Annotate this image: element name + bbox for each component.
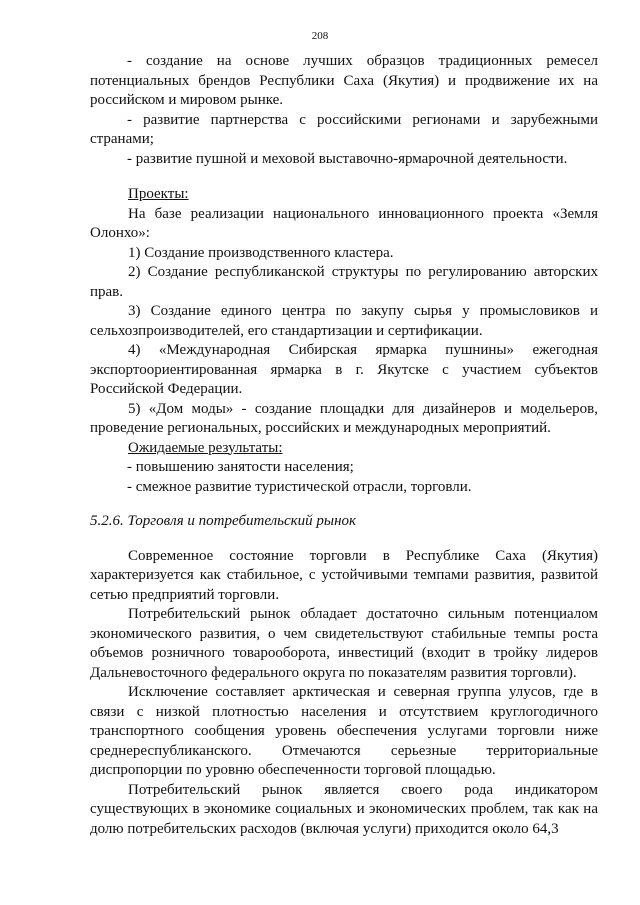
section-heading: 5.2.6. Торговля и потребительский рынок (90, 513, 357, 529)
project-item: 5) «Дом моды» - создание площадки для дизайнеров и модельеров, проведение региональных, российских и международных мероприятий. (90, 400, 598, 436)
bullet-item: - развитие пушной и меховой выставочно-ярмарочной деятельности. (127, 150, 568, 167)
page-body (90, 52, 598, 839)
project-item: 4) «Международная Сибирская ярмарка пушнины» ежегодная экспортоориентированная ярмарка в г. Якутске с участием субъектов Российской Федерации. (90, 342, 598, 397)
projects-heading: Проекты: (128, 186, 189, 202)
bullet-item: - создание на основе лучших образцов традиционных ремесел потенциальных брендов Республики Саха (Якутия) и продвижение их на российском и мировом рынке. (90, 53, 598, 108)
bullet-item: - развитие партнерства с российскими регионами и зарубежными странами; (90, 111, 598, 147)
project-item: 2) Создание республиканской структуры по регулированию авторских прав. (90, 264, 598, 300)
result-item: - повышению занятости населения; (127, 459, 354, 475)
body-paragraph: Современное состояние торговли в Республике Саха (Якутия) характеризуется как стабильное, с устойчивыми темпами развития, развитой сетью предприятий торговли. (90, 547, 598, 603)
project-item: 1) Создание производственного кластера. (128, 244, 394, 261)
body-paragraph: Потребительский рынок является своего рода индикатором существующих в экономике социальных и экономических проблем, так как на долю потребительских расходов (включая услуги) приходится около 64,3 (90, 781, 598, 837)
result-item: - смежное развитие туристической отрасли, торговли. (127, 478, 472, 495)
project-item: 3) Создание единого центра по закупу сырья у промысловиков и сельхозпроизводителей, его стандартизации и сертификации. (90, 303, 598, 339)
body-paragraph: Потребительский рынок обладает достаточно сильным потенциалом экономического развития, о чем свидетельствуют стабильные темпы роста объемов розничного товарооборота, инвестиций (входит в тройку лидеров Дальневосточного федерального округа по показателям развития торговли). (90, 606, 598, 681)
page-number: 208 (311, 30, 329, 42)
projects-intro: На базе реализации национального инновационного проекта «Земля Олонхо»: (90, 205, 598, 241)
body-paragraph: Исключение составляет арктическая и северная группа улусов, где в связи с низкой плотностью населения и отсутствием круглогодичного транспортного сообщения уровень обеспечения услугами торговли ниже среднереспубликанского. Отмечаются серьезные территориальные диспропорции по уровню обеспеченности торговой площадью. (90, 684, 598, 778)
results-heading: Ожидаемые результаты: (128, 439, 283, 456)
